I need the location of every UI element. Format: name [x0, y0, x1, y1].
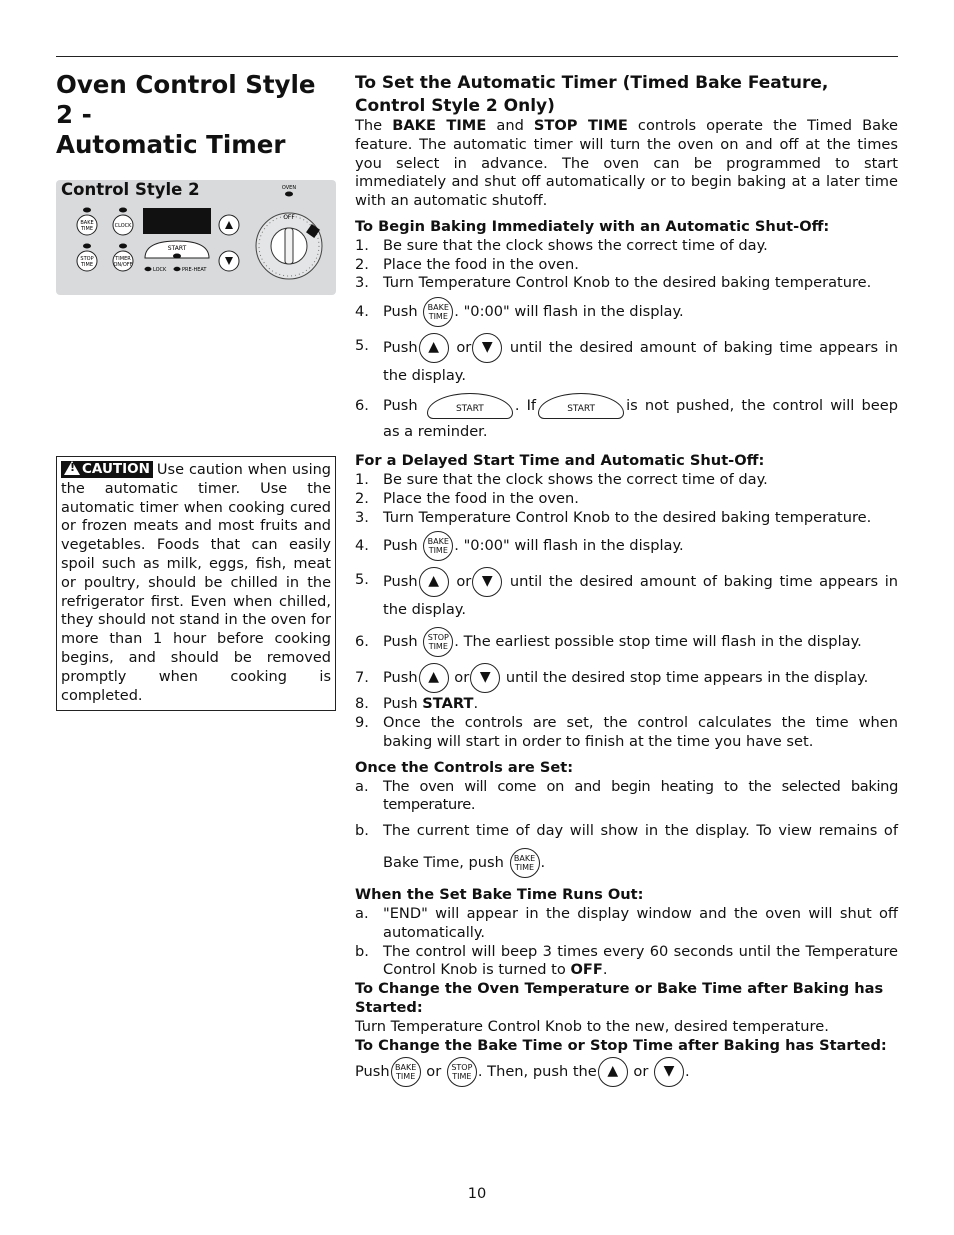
- list-item: 6. Push START . If START is not pushed, the control will beep as a reminder.: [355, 393, 898, 445]
- top-rule: [56, 56, 898, 57]
- caution-box: [56, 456, 336, 711]
- list-item: 3. Turn Temperature Control Knob to the desired baking temperature.: [355, 508, 872, 526]
- down-arrow-icon: ▼: [654, 1057, 684, 1087]
- left-column: [56, 70, 338, 704]
- svg-text:STOP: STOP: [80, 256, 94, 262]
- svg-text:OFF: OFF: [283, 214, 295, 221]
- control-panel-drawing: [56, 180, 336, 295]
- svg-text:START: START: [167, 245, 187, 252]
- page-title: Oven Control Style 2 - Automatic Timer: [56, 70, 316, 159]
- list-item: b. The current time of day will show in the display. To view remains of Bake Time, push BAKE TIME .: [355, 815, 898, 879]
- up-arrow-icon: ▲: [419, 663, 449, 693]
- change-time-heading: To Change the Bake Time or Stop Time after Baking has Started:: [355, 1036, 887, 1054]
- bake-time-icon: BAKE TIME: [423, 297, 453, 327]
- list-item: 9. Once the controls are set, the control calculates the time when baking will start in order to finish at the time you have set.: [355, 714, 898, 750]
- list-item: 6. Push STOP TIME . The earliest possible stop time will flash in the display.: [355, 625, 898, 659]
- bake-time-out-heading: When the Set Bake Time Runs Out:: [355, 886, 644, 904]
- intro-paragraph: The BAKE TIME and STOP TIME controls operate the Timed Bake feature. The automatic timer will turn the oven on and off at the times you select in advance. The oven can be programmed to start immediately and shut off automatically or to begin baking at a later time with an automatic shutoff.: [355, 117, 898, 210]
- down-arrow-icon: ▼: [470, 663, 500, 693]
- svg-text:TIME: TIME: [80, 226, 94, 232]
- bake-time-icon: BAKE TIME: [391, 1057, 421, 1087]
- down-arrow-icon: ▼: [472, 333, 502, 363]
- list-item: 1. Be sure that the clock shows the correct time of day.: [355, 236, 768, 254]
- svg-text:ON/OFF: ON/OFF: [113, 262, 133, 268]
- svg-text:TIMER: TIMER: [115, 256, 131, 262]
- down-arrow-icon: ▼: [472, 567, 502, 597]
- change-time-text: Push BAKE TIME or STOP TIME . Then, push the ▲ or ▼ .: [355, 1055, 898, 1089]
- page-number: 10: [467, 1185, 487, 1202]
- list-item: b. The control will beep 3 times every 60 seconds until the Temperature Control Knob is turned to OFF.: [355, 942, 898, 979]
- list-item: 5. Push ▲ or ▼ until the desired amount of baking time appears in the display.: [355, 333, 898, 389]
- svg-text:BAKE: BAKE: [80, 220, 94, 226]
- caution-badge: !CAUTION: [61, 461, 153, 478]
- controls-set-heading: Once the Controls are Set:: [355, 758, 574, 776]
- list-item: 2. Place the food in the oven.: [355, 255, 579, 273]
- start-button-icon: START: [538, 393, 624, 419]
- delayed-steps: [355, 471, 898, 752]
- stop-time-icon: STOP TIME: [423, 627, 453, 657]
- controls-set-list: [355, 778, 898, 880]
- bake-time-icon: BAKE TIME: [423, 531, 453, 561]
- change-temp-text: Turn Temperature Control Knob to the new, desired temperature.: [355, 1017, 829, 1035]
- svg-text:OVEN: OVEN: [281, 185, 297, 191]
- control-panel-illustration: [56, 180, 336, 295]
- caution-text: Use caution when using the automatic timer. Use the automatic timer when cooking cured or frozen meats and most fruits and vegetables. Foods that can easily spoil such as milk, eggs, fish, meat or poultry, should be chilled in the refrigerator first. Even when chilled, they should not stand in the oven for more than 1 hour before cooking begins, and should be removed promptly when cooking is completed.: [61, 462, 331, 704]
- bake-time-icon: BAKE TIME: [510, 848, 540, 878]
- svg-text:TIME: TIME: [80, 262, 94, 268]
- up-arrow-icon: ▲: [598, 1057, 628, 1087]
- warning-icon: [64, 461, 80, 475]
- panel-title: Control Style 2: [61, 180, 200, 199]
- change-temp-heading: To Change the Oven Temperature or Bake Time after Baking has Started:: [355, 980, 884, 1016]
- list-item: 5. Push ▲ or ▼ until the desired amount of baking time appears in the display.: [355, 567, 898, 623]
- list-item: 8. Push START.: [355, 695, 479, 713]
- up-arrow-icon: ▲: [419, 333, 449, 363]
- list-item: 3. Turn Temperature Control Knob to the desired baking temperature.: [355, 274, 872, 292]
- list-item: 4. Push BAKE TIME . "0:00" will flash in the display.: [355, 295, 898, 329]
- immediate-steps: [355, 237, 898, 445]
- list-item: a. The oven will come on and begin heating to the selected baking temperature.: [355, 777, 898, 814]
- list-item: a. "END" will appear in the display window and the oven will shut off automatically.: [355, 904, 898, 941]
- bake-time-out-list: [355, 905, 898, 980]
- section-heading: To Set the Automatic Timer (Timed Bake Feature, Control Style 2 Only): [355, 73, 829, 116]
- list-item: 7. Push ▲ or ▼ until the desired stop time appears in the display.: [355, 661, 898, 695]
- immediate-heading: To Begin Baking Immediately with an Automatic Shut-Off:: [355, 217, 830, 235]
- right-column: [355, 72, 898, 1089]
- list-item: 4. Push BAKE TIME . "0:00" will flash in the display.: [355, 529, 898, 563]
- stop-time-icon: STOP TIME: [447, 1057, 477, 1087]
- list-item: 1. Be sure that the clock shows the correct time of day.: [355, 470, 768, 488]
- up-arrow-icon: ▲: [419, 567, 449, 597]
- svg-text:PRE-HEAT: PRE-HEAT: [182, 267, 207, 273]
- start-button-icon: START: [427, 393, 513, 419]
- svg-text:LOCK: LOCK: [153, 267, 167, 273]
- list-item: 2. Place the food in the oven.: [355, 489, 579, 507]
- delayed-heading: For a Delayed Start Time and Automatic Shut-Off:: [355, 452, 765, 470]
- svg-text:CLOCK: CLOCK: [114, 223, 132, 229]
